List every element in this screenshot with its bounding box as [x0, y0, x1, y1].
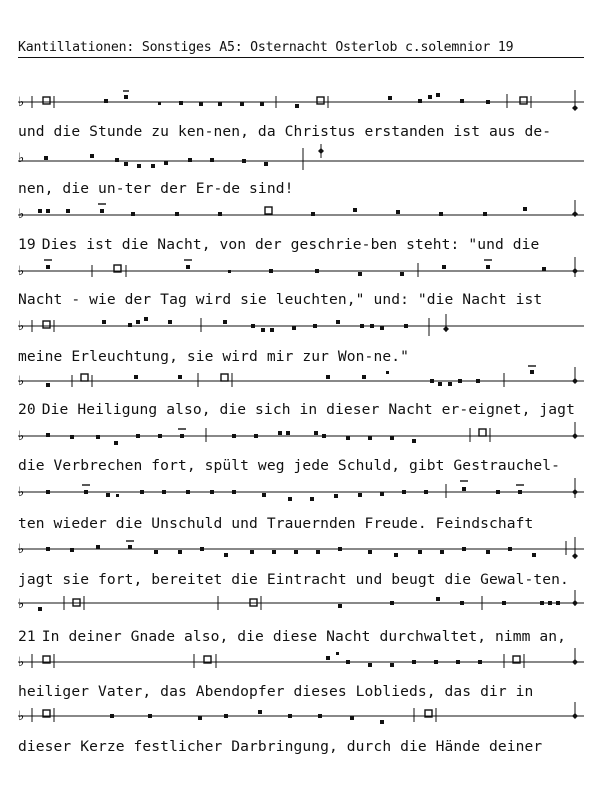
lyric-line: 19 Dies ist die Nacht, von der geschrie-ben steht: "und die [18, 236, 540, 253]
music-staff [18, 86, 584, 116]
music-staff [18, 700, 584, 730]
verse-number: 19 [18, 236, 36, 253]
lyric-line: meine Erleuchtung, sie wird mir zur Won-ne." [18, 348, 409, 365]
svg-text:♭: ♭ [18, 709, 25, 724]
lyric-line: dieser Kerze festlicher Darbringung, durch die Hände deiner [18, 738, 543, 755]
music-staff [18, 476, 584, 506]
svg-text:♭: ♭ [18, 374, 25, 389]
music-staff [18, 646, 584, 676]
verse-number: 21 [18, 628, 36, 645]
flat-sign: ♭ [18, 95, 25, 110]
lyric-line: nen, die un-ter der Er-de sind! [18, 180, 294, 197]
verse-number: 20 [18, 401, 36, 418]
svg-text:♭: ♭ [18, 264, 25, 279]
svg-text:♭: ♭ [18, 597, 25, 612]
lyric-line: jagt sie fort, bereitet die Eintracht und beugt die Gewal-ten. [18, 571, 569, 588]
lyric-line: 21 In deiner Gnade also, die diese Nacht durchwaltet, nimm an, [18, 628, 567, 645]
lyric-line: 20 Die Heiligung also, die sich in dieser Nacht er-eignet, jagt [18, 401, 575, 418]
music-staff [18, 255, 584, 285]
page-title: Kantillationen: Sonstiges A5: Osternacht Osterlob c.solemnior 19 [18, 40, 584, 58]
lyric-line: ten wieder die Unschuld und Trauernden Freude. Feindschaft [18, 515, 534, 532]
lyric-line: Nacht - wie der Tag wird sie leuchten," und: "die Nacht ist [18, 291, 543, 308]
svg-text:♭: ♭ [18, 429, 25, 444]
svg-text:♭: ♭ [18, 319, 25, 334]
music-staff [18, 198, 584, 228]
lyric-line: heiliger Vater, das Abendopfer dieses Loblieds, das dir in [18, 683, 534, 700]
music-staff [18, 533, 584, 563]
music-staff [18, 142, 584, 172]
lyric-line: und die Stunde zu ken-nen, da Christus erstanden ist aus de- [18, 123, 552, 140]
svg-text:♭: ♭ [18, 655, 25, 670]
lyric-line: die Verbrechen fort, spült weg jede Schuld, gibt Gestrauchel- [18, 457, 561, 474]
svg-text:♭: ♭ [18, 542, 25, 557]
music-staff [18, 420, 584, 450]
svg-text:♭: ♭ [18, 485, 25, 500]
svg-text:♭: ♭ [18, 151, 25, 166]
music-staff [18, 590, 584, 620]
svg-text:♭: ♭ [18, 207, 25, 222]
music-staff [18, 365, 584, 395]
music-staff [18, 310, 584, 340]
